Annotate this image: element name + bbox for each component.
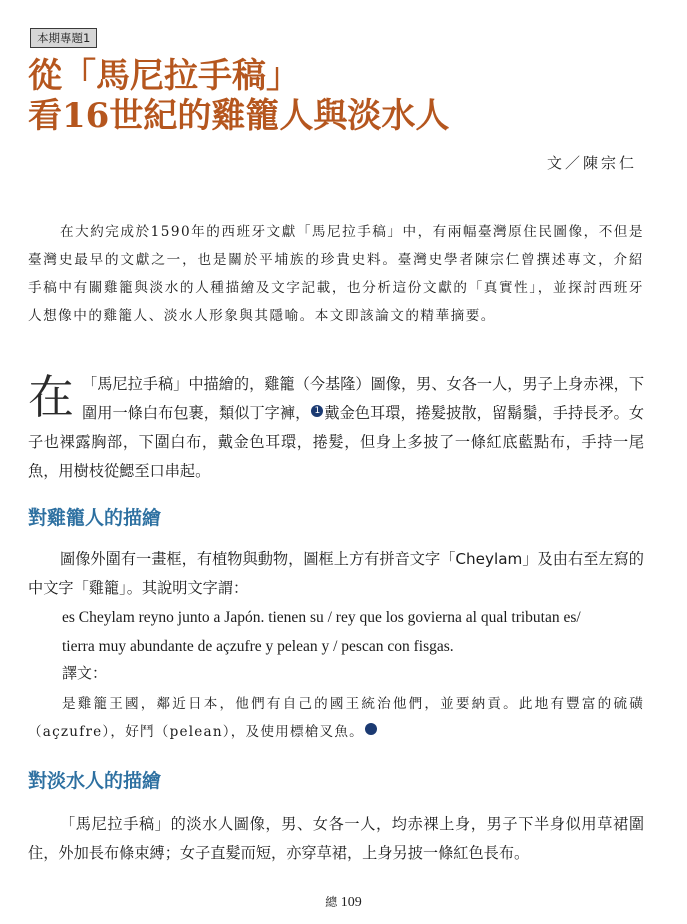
page-number-label: 總: [325, 895, 338, 909]
page-number: [0, 893, 687, 911]
translation-label: 譯文：: [62, 664, 108, 682]
translation-body: 是雞籠王國，鄰近日本，他們有自己的國王統治他們，並要納貢。此地有豐富的硫磺（açzufre），好鬥（pelean），及使用標槍叉魚。: [28, 696, 644, 740]
page-number-value: 109: [340, 895, 362, 910]
intro-text-part-2: 戴金色耳環，捲髮披散，留鬍鬚，手持長矛。女子也裸露胸部，下圍白布，戴金色耳環，捲髮，但身上多披了一條紅底藍點布，手持一尾魚，用樹枝從鰓至口串起。: [28, 404, 645, 480]
issue-topic-tag: 本期專題1: [30, 28, 97, 48]
spanish-quote-line-1: es Cheylam reyno junto a Japón. tienen su / rey que los govierna al qual tributan es/: [62, 609, 581, 626]
footnote-2-marker[interactable]: 2: [365, 723, 377, 735]
drop-cap: 在: [28, 370, 74, 424]
section-heading-tamsui: 對淡水人的描繪: [28, 770, 162, 792]
keelung-paragraph: 圖像外圍有一畫框，有植物與動物，圖框上方有拼音文字「Cheylam」及由右至左寫的中文字「雞籠」。其說明文字謂：: [28, 550, 644, 597]
intro-text-part-1: 「馬尼拉手稿」中描繪的，雞籠（今基隆）圖像，男、女各一人，男子上身赤裸，下圍用一條白布包裹，類似丁字褲，: [82, 375, 644, 422]
tamsui-paragraph: 「馬尼拉手稿」的淡水人圖像，男、女各一人，均赤裸上身，男子下半身似用草裙圍住，外加長布條束縛；女子直髮而短，亦穿草裙，上身另披一條紅色長布。: [28, 815, 644, 862]
translation-text: [28, 690, 644, 746]
section-heading-keelung: 對雞籠人的描繪: [28, 507, 162, 529]
intro-paragraph: [28, 370, 644, 486]
article-abstract: 在大約完成於1590年的西班牙文獻「馬尼拉手稿」中，有兩幅臺灣原住民圖像，不但是臺灣史最早的文獻之一，也是關於平埔族的珍貴史料。臺灣史學者陳宗仁曾撰述專文，介紹手稿中有關雞籠與淡水的人種描繪及文字記載，也分析這份文獻的「真實性」，並探討西班牙人想像中的雞籠人、淡水人形象與其隱喻。本文即該論文的精華摘要。: [28, 224, 644, 324]
footnote-1-marker[interactable]: 1: [311, 405, 323, 417]
author-byline: 文／陳宗仁: [546, 154, 637, 172]
title-line-2: 看16世紀的雞籠人與淡水人: [28, 96, 450, 136]
spanish-quote-line-2: tierra muy abundante de açzufre y pelean y / pescan con fisgas.: [62, 638, 454, 655]
article-title: [28, 56, 449, 136]
title-line-1: 從「馬尼拉手稿」: [28, 56, 300, 96]
